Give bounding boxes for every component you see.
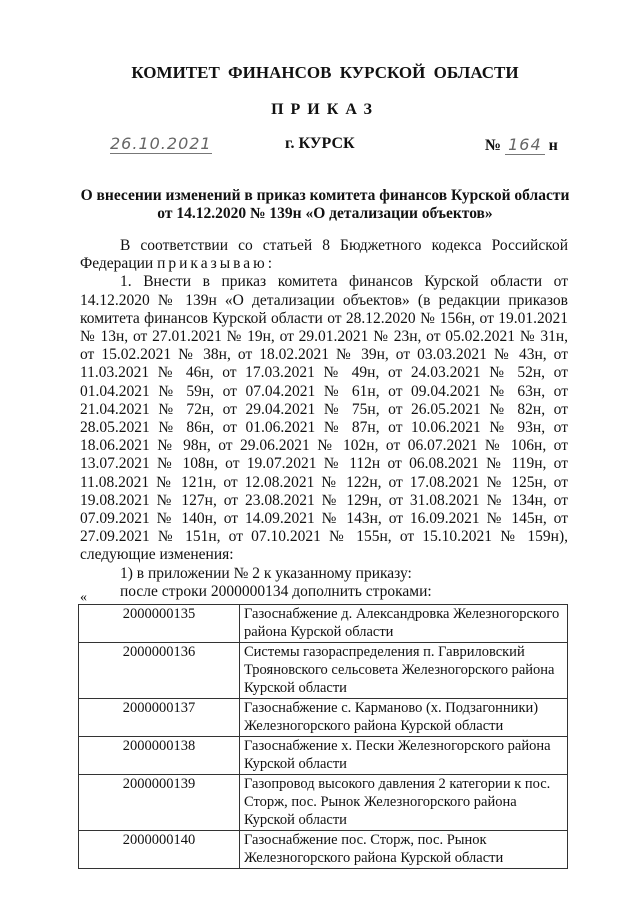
- handwritten-number: 164: [505, 135, 545, 155]
- object-code: 2000000135: [79, 605, 240, 643]
- object-name: Системы газораспределения п. Гавриловский Трояновского сельсовета Железногорского района Курской области: [240, 643, 568, 699]
- table-row: [79, 643, 568, 699]
- object-name: Газоснабжение д. Александровка Железногорского района Курской области: [240, 605, 568, 643]
- object-code: 2000000138: [79, 737, 240, 775]
- object-name: Газоснабжение с. Карманово (х. Подзагонники) Железногорского района Курской области: [240, 699, 568, 737]
- title-line-1: О внесении изменений в приказ комитета финансов Курской области: [80, 187, 570, 204]
- number-suffix: н: [548, 137, 558, 154]
- order-word: приказываю:: [157, 255, 276, 273]
- object-code: 2000000136: [79, 643, 240, 699]
- item-1: 1. Внести в приказ комитета финансов Курской области от 14.12.2020 № 139н «О детализации объектов» (в редакции приказов комитета финансов Курской области от 28.12.2020 № 156н, от 19.01.2021 № 13н, от 27.01.2021 № 19н, от 29.01.2021 № 23н, от 05.02.2021 № 31н, от 15.02.2021 № 38н, от 18.02.2021 № 39н, от 03.03.2021 № 43н, от 11.03.2021 № 46н, от 17.03.2021 № 49н, от 24.03.2021 № 52н, от 01.04.2021 № 59н, от 07.04.2021 № 61н, от 09.04.2021 № 63н, от 21.04.2021 № 72н, от 29.04.2021 № 75н, от 26.05.2021 № 82н, от 28.05.2021 № 86н, от 01.06.2021 № 87н, от 10.06.2021 № 93н, от 18.06.2021 № 98н, от 29.06.2021 № 102н, от 06.07.2021 № 106н, от 13.07.2021 № 108н, от 19.07.2021 № 112н от 06.08.2021 № 119н, от 11.08.2021 № 121н, от 12.08.2021 № 122н, от 17.08.2021 № 125н, от 19.08.2021 № 127н, от 23.08.2021 № 129н, от 31.08.2021 № 134н, от 07.09.2021 № 140н, от 14.09.2021 № 143н, от 16.09.2021 № 145н, от 27.09.2021 № 151н, от 07.10.2021 № 155н, от 15.10.2021 № 159н), следующие изменения:: [80, 273, 568, 564]
- handwritten-date: 26.10.2021: [110, 134, 212, 153]
- order-date: [110, 134, 212, 153]
- object-name: Газоснабжение х. Пески Железногорского района Курской области: [240, 737, 568, 775]
- title-line-2: от 14.12.2020 № 139н «О детализации объектов»: [157, 205, 493, 222]
- object-code: 2000000139: [79, 775, 240, 831]
- order-number: [485, 135, 558, 155]
- organization-name: КОМИТЕТ ФИНАНСОВ КУРСКОЙ ОБЛАСТИ: [131, 63, 519, 82]
- open-quote: «: [80, 590, 87, 605]
- subitem-1: 1) в приложении № 2 к указанному приказу:: [120, 564, 412, 582]
- object-name: Газопровод высокого давления 2 категории к пос. Сторж, пос. Рынок Железногорского района Курской области: [240, 775, 568, 831]
- number-sign: №: [485, 137, 502, 154]
- objects-table: [78, 604, 568, 869]
- object-name: Газоснабжение пос. Сторж, пос. Рынок Железногорского района Курской области: [240, 831, 568, 869]
- table-row: [79, 775, 568, 831]
- table-row: [79, 699, 568, 737]
- document-title: [60, 187, 590, 223]
- document-type: ПРИКАЗ: [271, 101, 379, 118]
- instruction: после строки 2000000134 дополнить строками:: [120, 582, 432, 600]
- document-body: [80, 237, 568, 601]
- city: г. КУРСК: [285, 135, 355, 152]
- table-row: [79, 605, 568, 643]
- preamble: [80, 237, 568, 273]
- object-code: 2000000140: [79, 831, 240, 869]
- preamble-text: В соответствии со статьей 8 Бюджетного кодекса Российской Федерации: [80, 237, 568, 273]
- table-row: [79, 831, 568, 869]
- object-code: 2000000137: [79, 699, 240, 737]
- table-row: [79, 737, 568, 775]
